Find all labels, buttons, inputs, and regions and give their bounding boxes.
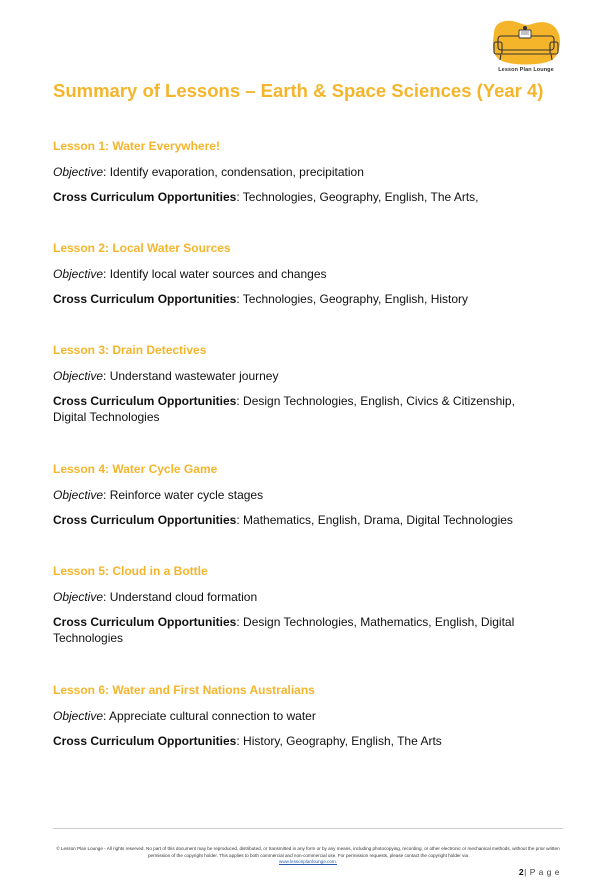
lesson-cross-curriculum <box>53 291 543 307</box>
copyright-notice <box>53 846 563 866</box>
objective-text: : Understand wastewater journey <box>103 369 279 383</box>
website-link[interactable]: www.lessonplanlounge.com. <box>279 859 337 864</box>
sofa-icon <box>488 18 564 68</box>
lesson-heading: Lesson 4: Water Cycle Game <box>53 462 218 476</box>
lesson-objective <box>53 266 543 282</box>
lesson-heading: Lesson 6: Water and First Nations Australians <box>53 683 315 697</box>
objective-label: Objective <box>53 590 104 604</box>
lesson-item <box>53 564 543 646</box>
page-number-value: 2 <box>518 867 525 877</box>
cross-curriculum-label: Cross Curriculum Opportunities <box>53 513 237 527</box>
lesson-objective <box>53 164 543 180</box>
lesson-cross-curriculum <box>53 512 543 528</box>
lesson-heading: Lesson 3: Drain Detectives <box>53 343 207 357</box>
page-label: | P a g e <box>524 867 560 877</box>
objective-label: Objective <box>53 267 104 281</box>
cross-curriculum-text: : Technologies, Geography, English, History <box>236 292 469 306</box>
copyright-text: © Lesson Plan Lounge - All rights reserved. No part of this document may be reproduced, distributed, or transmitted in any form or by any means, including photocopying, recording, or other electronic or mechanical methods, without the prior written permission of the copyright holder. This applies to both commercial and non-commercial use. For permission requests, please contact the copyright holder via <box>56 846 560 858</box>
objective-text: : Appreciate cultural connection to water <box>103 709 316 723</box>
footer-divider <box>53 828 563 829</box>
lesson-objective <box>53 708 543 724</box>
cross-curriculum-label: Cross Curriculum Opportunities <box>53 394 237 408</box>
lesson-objective <box>53 487 543 503</box>
lesson-plan-lounge-logo <box>488 18 564 78</box>
cross-curriculum-label: Cross Curriculum Opportunities <box>53 292 237 306</box>
cross-curriculum-text: : Design Technologies, Mathematics, English, Digital Technologies <box>53 615 515 645</box>
objective-text: : Identify local water sources and changes <box>103 267 327 281</box>
objective-text: : Reinforce water cycle stages <box>103 488 264 502</box>
lesson-heading: Lesson 5: Cloud in a Bottle <box>53 564 208 578</box>
objective-text: : Identify evaporation, condensation, precipitation <box>103 165 364 179</box>
lesson-cross-curriculum <box>53 189 543 205</box>
lesson-objective <box>53 589 543 605</box>
objective-text: : Understand cloud formation <box>103 590 258 604</box>
lesson-item <box>53 343 543 425</box>
cross-curriculum-label: Cross Curriculum Opportunities <box>53 190 237 204</box>
lesson-cross-curriculum <box>53 614 543 646</box>
cross-curriculum-text: : Mathematics, English, Drama, Digital Technologies <box>236 513 513 527</box>
lesson-item <box>53 462 543 528</box>
cross-curriculum-text: : History, Geography, English, The Arts <box>236 734 442 748</box>
logo-text: Lesson Plan Lounge <box>498 67 554 73</box>
lesson-heading: Lesson 1: Water Everywhere! <box>53 139 220 153</box>
lesson-cross-curriculum <box>53 733 543 749</box>
lesson-item <box>53 683 543 749</box>
page-title: Summary of Lessons – Earth & Space Sciences (Year 4) <box>53 80 544 101</box>
lesson-item <box>53 241 543 307</box>
objective-label: Objective <box>53 488 104 502</box>
lesson-heading: Lesson 2: Local Water Sources <box>53 241 231 255</box>
objective-label: Objective <box>53 165 104 179</box>
objective-label: Objective <box>53 709 104 723</box>
cross-curriculum-label: Cross Curriculum Opportunities <box>53 734 237 748</box>
cross-curriculum-text: : Technologies, Geography, English, The Arts, <box>236 190 479 204</box>
objective-label: Objective <box>53 369 104 383</box>
lesson-objective <box>53 368 543 384</box>
lesson-item <box>53 139 543 205</box>
cross-curriculum-label: Cross Curriculum Opportunities <box>53 615 237 629</box>
lesson-cross-curriculum <box>53 393 543 425</box>
page-number <box>519 867 560 877</box>
cross-curriculum-text: : Design Technologies, English, Civics & Citizenship, Digital Technologies <box>53 394 515 424</box>
